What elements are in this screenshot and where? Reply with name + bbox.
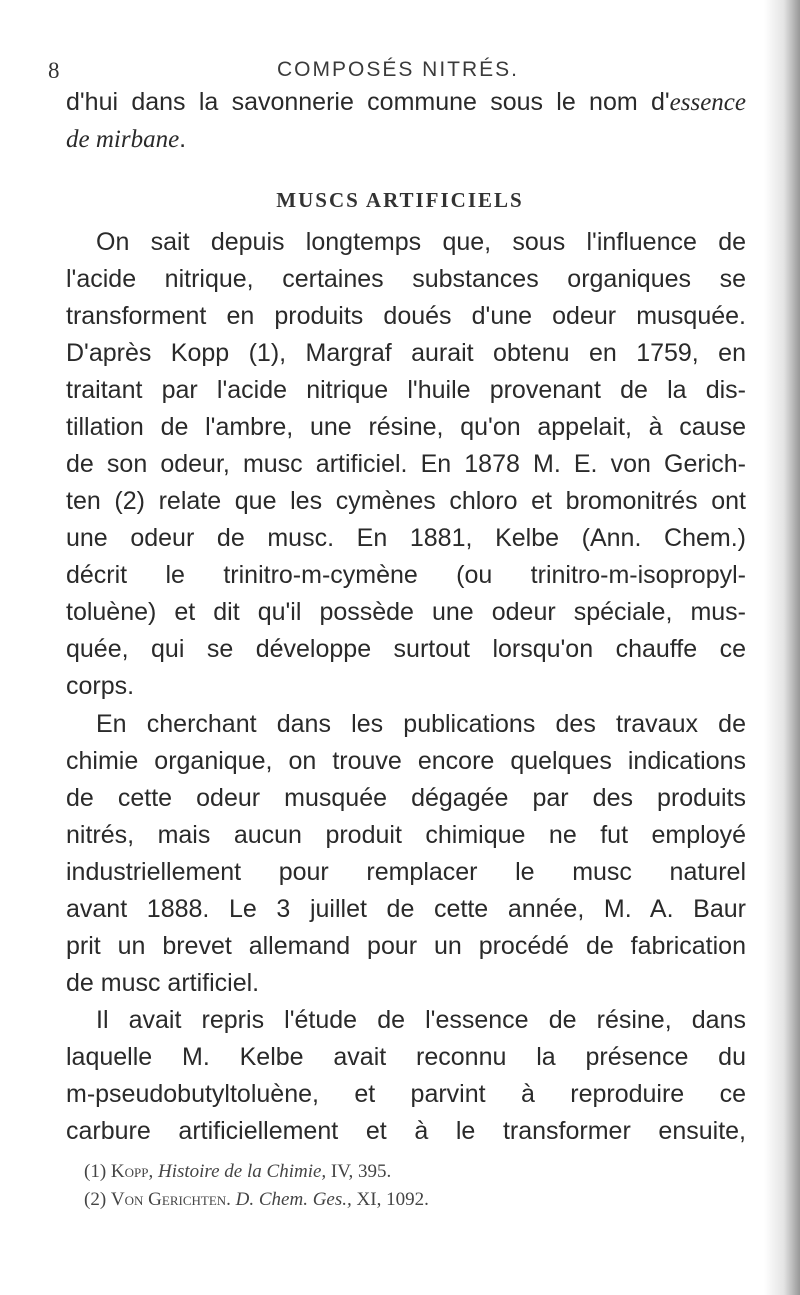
paragraph-line: prit un brevet allemand pour un procédé de fabrication [66, 932, 746, 960]
paragraph-line: de musc artificiel. [66, 969, 260, 997]
intro-line-1-italic: essence [669, 89, 746, 116]
paragraph-line: traitant par l'acide nitrique l'huile provenant de la dis- [66, 376, 746, 404]
paragraph-line: industriellement pour remplacer le musc naturel [66, 858, 746, 886]
intro-line-2-italic: de mirbane [66, 126, 180, 153]
running-title: COMPOSÉS NITRÉS. [276, 58, 520, 81]
paragraph-line: transforment en produits doués d'une odeur musquée. [66, 302, 746, 330]
page-edge-shadow [764, 0, 800, 1295]
paragraph-2 [66, 706, 746, 1002]
intro-line-1 [66, 84, 746, 121]
footnote-1-title: Histoire de la Chimie, [157, 1161, 327, 1182]
intro-line-1-text: d'hui dans la savonnerie commune sous le nom d' [66, 88, 670, 116]
paragraph-1 [66, 224, 746, 705]
footnote-2 [84, 1186, 724, 1214]
footnote-2-author: Von Gerichten. [110, 1189, 231, 1210]
footnote-1-mark: (1) [84, 1161, 107, 1182]
footnotes [84, 1158, 724, 1214]
footnote-1-ref: IV, 395. [330, 1161, 392, 1182]
intro-line-2-end: . [179, 125, 187, 153]
paragraph-line: nitrés, mais aucun produit chimique ne fut employé [66, 821, 746, 849]
paragraph-line: m-pseudobutyltoluène, et parvint à reproduire ce [66, 1080, 746, 1108]
paragraph-line: tillation de l'ambre, une résine, qu'on appelait, à cause [66, 413, 746, 441]
paragraph-line: de son odeur, musc artificiel. En 1878 M. E. von Gerich- [66, 450, 746, 478]
paragraph-line: décrit le trinitro-m-cymène (ou trinitro-m-isopropyl- [66, 561, 746, 589]
page-number: 8 [48, 58, 60, 83]
paragraph-line: corps. [66, 672, 135, 700]
footnote-1 [84, 1158, 724, 1186]
paragraph-line: quée, qui se développe surtout lorsqu'on chauffe ce [66, 635, 746, 663]
paragraph-line: Il avait repris l'étude de l'essence de résine, dans [96, 1006, 746, 1034]
paragraph-line: une odeur de musc. En 1881, Kelbe (Ann. Chem.) [66, 524, 746, 552]
paragraph-line: En cherchant dans les publications des travaux de [96, 710, 746, 738]
paragraph-line: avant 1888. Le 3 juillet de cette année, M. A. Baur [66, 895, 746, 923]
paragraph-line: de cette odeur musquée dégagée par des produits [66, 784, 746, 812]
footnote-2-ref: XI, 1092. [356, 1189, 429, 1210]
footnote-2-title: D. Chem. Ges., [235, 1189, 352, 1210]
paragraph-line: On sait depuis longtemps que, sous l'influence de [96, 228, 746, 256]
paragraph-line: ten (2) relate que les cymènes chloro et bromonitrés ont [66, 487, 746, 515]
intro-text [66, 84, 746, 158]
paragraph-3 [66, 1002, 746, 1150]
footnote-1-author: Kopp, [110, 1161, 154, 1182]
paragraph-line: carbure artificiellement et à le transformer ensuite, [66, 1117, 746, 1145]
section-heading: MUSCS ARTIFICIELS [276, 188, 524, 212]
paragraph-line: l'acide nitrique, certaines substances organiques se [66, 265, 746, 293]
paragraph-line: D'après Kopp (1), Margraf aurait obtenu en 1759, en [66, 339, 746, 367]
paragraph-line: laquelle M. Kelbe avait reconnu la présence du [66, 1043, 746, 1071]
footnote-2-mark: (2) [84, 1189, 107, 1210]
paragraph-line: chimie organique, on trouve encore quelques indications [66, 747, 746, 775]
paragraph-line: toluène) et dit qu'il possède une odeur spéciale, mus- [66, 598, 746, 626]
intro-line-2 [66, 121, 746, 158]
